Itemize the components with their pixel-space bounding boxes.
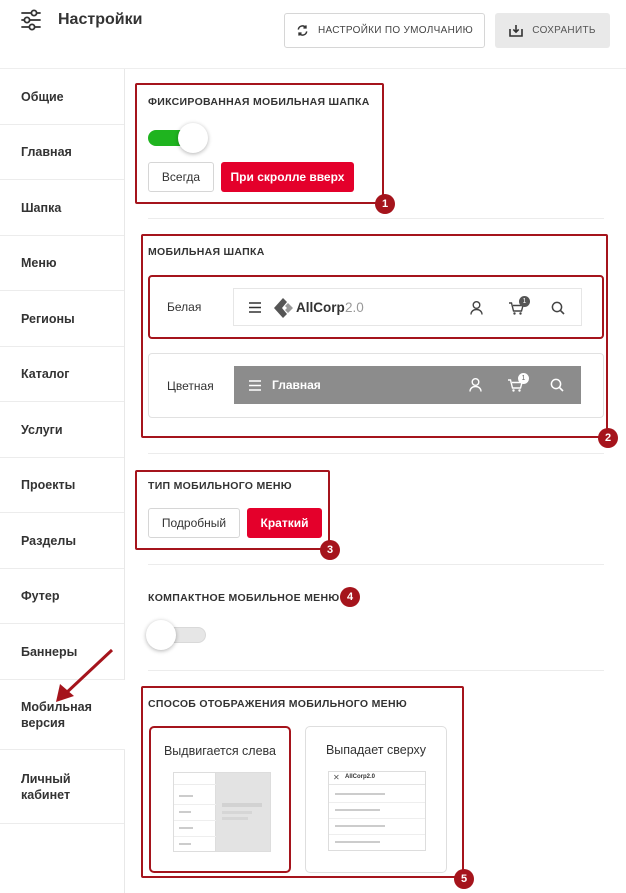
save-button[interactable]	[495, 13, 610, 48]
annotation-arrow-icon	[50, 646, 116, 704]
marker-4: 4	[340, 587, 360, 607]
section-divider	[148, 564, 604, 565]
user-icon	[469, 378, 482, 392]
menu-type-option-detailed[interactable]: Подробный	[148, 508, 240, 538]
fixed-header-option-scroll-up[interactable]: При скролле вверх	[221, 162, 354, 192]
fixed-header-title: ФИКСИРОВАННАЯ МОБИЛЬНАЯ ШАПКА	[148, 96, 370, 108]
preview-header	[329, 772, 426, 785]
sidebar-item-header[interactable]	[0, 180, 124, 236]
preview-drawer-header	[174, 773, 216, 785]
preview-line	[335, 793, 385, 795]
settings-sidebar	[0, 69, 125, 893]
toggle-knob	[178, 123, 208, 153]
preview-line	[222, 817, 248, 820]
menu-display-option-drop-top[interactable]	[305, 726, 447, 873]
cart-count-badge: 1	[518, 373, 529, 384]
user-icon	[470, 301, 483, 315]
toggle-knob	[146, 620, 176, 650]
menu-display-option-label: Выпадает сверху	[325, 743, 427, 757]
reset-defaults-label: НАСТРОЙКИ ПО УМОЛЧАНИЮ	[318, 25, 473, 36]
sidebar-item-footer[interactable]	[0, 569, 124, 624]
sidebar-item-label: Меню	[21, 256, 57, 270]
section-divider	[148, 453, 604, 454]
close-icon: ✕	[333, 773, 340, 782]
page-title: Настройки	[58, 11, 143, 28]
fixed-header-option-always[interactable]: Всегда	[148, 162, 214, 192]
hamburger-icon	[249, 302, 261, 313]
sidebar-item-label: Регионы	[21, 311, 75, 326]
preview-drawer	[174, 773, 216, 852]
menu-type-option-short[interactable]: Краткий	[247, 508, 322, 538]
sidebar-item-label: Общие	[21, 89, 64, 104]
preview-line	[222, 811, 252, 814]
sidebar-item-home[interactable]	[0, 125, 124, 180]
menu-display-title: СПОСОБ ОТОБРАЖЕНИЯ МОБИЛЬНОГО МЕНЮ	[148, 698, 407, 710]
cart-count-badge: 1	[519, 296, 530, 307]
preview-line	[174, 820, 216, 821]
hamburger-icon	[249, 380, 261, 391]
sidebar-item-label: Личный кабинет	[21, 771, 71, 802]
preview-line	[174, 804, 216, 805]
header-option-colored-label: Цветная	[167, 379, 214, 393]
reset-defaults-button[interactable]	[284, 13, 485, 48]
drop-top-preview	[328, 771, 426, 851]
preview-line	[179, 811, 191, 813]
menu-type-title: ТИП МОБИЛЬНОГО МЕНЮ	[148, 480, 292, 492]
save-icon	[509, 24, 523, 37]
menu-display-option-label: Выдвигается слева	[163, 744, 277, 758]
sidebar-item-projects[interactable]	[0, 458, 124, 513]
search-icon	[551, 301, 565, 315]
sidebar-item-menu[interactable]	[0, 236, 124, 291]
settings-sliders-icon	[20, 9, 42, 31]
preview-line	[179, 827, 193, 829]
preview-line	[335, 809, 380, 811]
sidebar-item-label: Разделы	[21, 533, 76, 548]
preview-line	[179, 843, 191, 845]
sidebar-item-label: Шапка	[21, 200, 62, 215]
section-divider	[148, 670, 604, 671]
sidebar-item-services[interactable]	[0, 402, 124, 458]
save-label: СОХРАНИТЬ	[532, 25, 596, 36]
sidebar-item-regions[interactable]	[0, 291, 124, 347]
marker-3: 3	[320, 540, 340, 560]
sidebar-item-label: Футер	[21, 589, 60, 603]
preview-line	[335, 841, 380, 843]
sidebar-item-account[interactable]	[0, 750, 124, 824]
preview-brand: AllCorp2.0	[345, 774, 376, 780]
white-header-preview	[233, 288, 582, 326]
menu-display-option-slide-left[interactable]	[149, 726, 291, 873]
sidebar-item-label: Главная	[21, 145, 72, 159]
preview-line	[329, 802, 426, 803]
sidebar-item-label: Проекты	[21, 478, 76, 492]
search-icon	[550, 378, 564, 392]
sidebar-item-label: Баннеры	[21, 644, 78, 659]
colored-header-preview	[234, 366, 581, 404]
colored-header-page-title: Главная	[272, 378, 321, 392]
mobile-header-title: МОБИЛЬНАЯ ШАПКА	[148, 246, 265, 258]
compact-menu-toggle[interactable]	[148, 627, 206, 643]
preview-line	[329, 834, 426, 835]
preview-line	[222, 803, 262, 807]
allcorp-logo-icon	[274, 298, 293, 318]
preview-line	[335, 825, 385, 827]
sidebar-item-general[interactable]	[0, 69, 124, 125]
section-divider	[148, 218, 604, 219]
sidebar-item-catalog[interactable]	[0, 347, 124, 402]
header-option-white-label: Белая	[167, 300, 202, 314]
brand-name: AllCorp	[296, 300, 345, 315]
marker-2: 2	[598, 428, 618, 448]
preview-line	[179, 795, 193, 797]
preview-line	[174, 836, 216, 837]
brand-version: 2.0	[345, 300, 364, 315]
sidebar-item-sections[interactable]	[0, 513, 124, 569]
sidebar-item-label: Услуги	[21, 422, 63, 437]
sidebar-item-label: Каталог	[21, 367, 70, 381]
sidebar-item-label: Мобильная версия	[21, 699, 92, 730]
refresh-icon	[296, 24, 309, 37]
preview-line	[329, 818, 426, 819]
marker-5: 5	[454, 869, 474, 889]
marker-1: 1	[375, 194, 395, 214]
slide-left-preview	[173, 772, 271, 852]
fixed-header-toggle[interactable]	[148, 130, 206, 146]
compact-menu-title: КОМПАКТНОЕ МОБИЛЬНОЕ МЕНЮ	[148, 592, 340, 604]
top-bar	[0, 0, 626, 68]
